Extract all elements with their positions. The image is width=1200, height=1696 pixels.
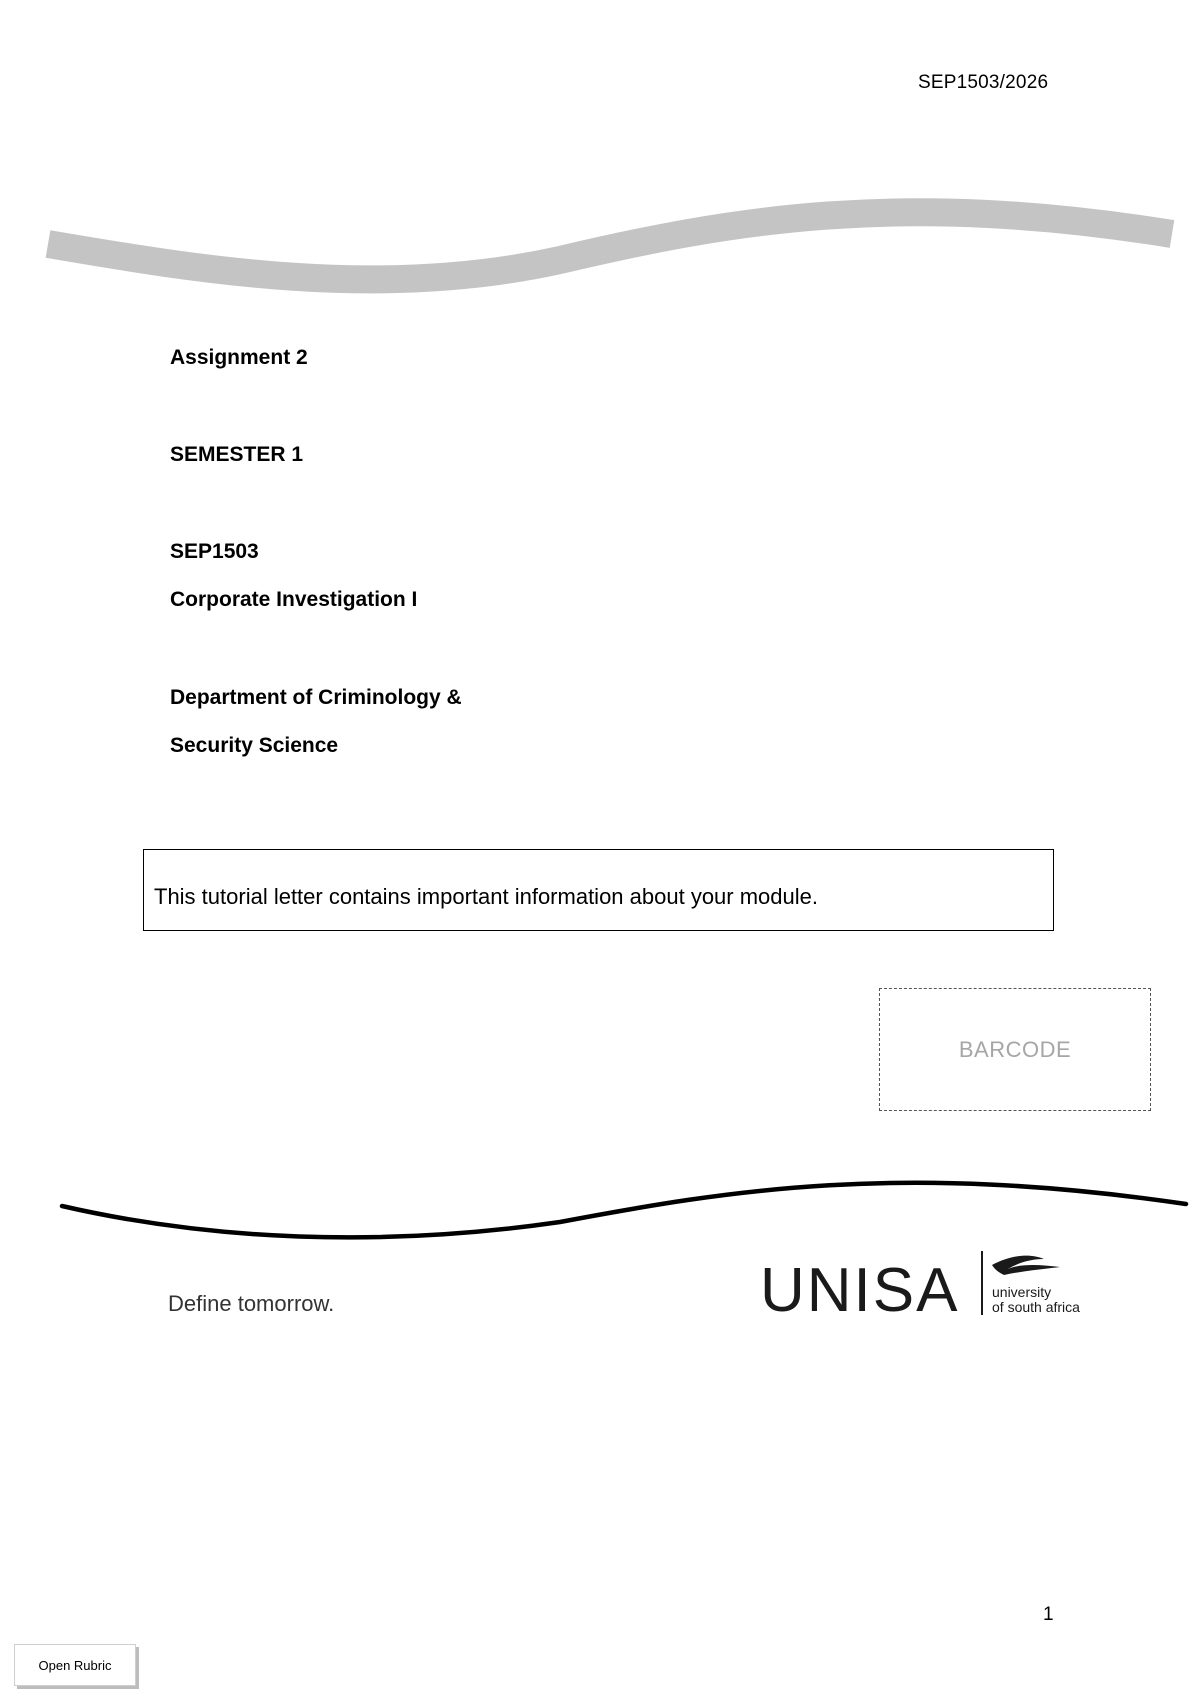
document-code: SEP1503/2026 bbox=[918, 72, 1049, 93]
module-name: Corporate Investigation I bbox=[170, 588, 418, 611]
open-rubric-button[interactable]: Open Rubric bbox=[14, 1644, 136, 1686]
department-line-1: Department of Criminology & bbox=[170, 686, 462, 709]
module-code: SEP1503 bbox=[170, 540, 259, 563]
unisa-logo-icon bbox=[760, 1245, 1090, 1325]
tagline: Define tomorrow. bbox=[168, 1291, 335, 1316]
top-wave-decoration bbox=[0, 180, 1200, 300]
logo-subline-2: of south africa bbox=[992, 1299, 1080, 1315]
department-line-2: Security Science bbox=[170, 734, 339, 757]
logo-wordmark: UNISA bbox=[760, 1256, 960, 1325]
notice-text: This tutorial letter contains important information about your module. bbox=[154, 884, 818, 909]
notice-box bbox=[143, 849, 1054, 931]
page-number: 1 bbox=[1043, 1604, 1054, 1625]
semester-label: SEMESTER 1 bbox=[170, 443, 304, 466]
barcode-label: BARCODE bbox=[958, 1036, 1072, 1062]
logo-subline-1: university bbox=[992, 1284, 1052, 1300]
barcode-placeholder bbox=[879, 988, 1151, 1111]
assignment-title: Assignment 2 bbox=[170, 346, 308, 369]
unisa-logo bbox=[760, 1245, 1090, 1325]
